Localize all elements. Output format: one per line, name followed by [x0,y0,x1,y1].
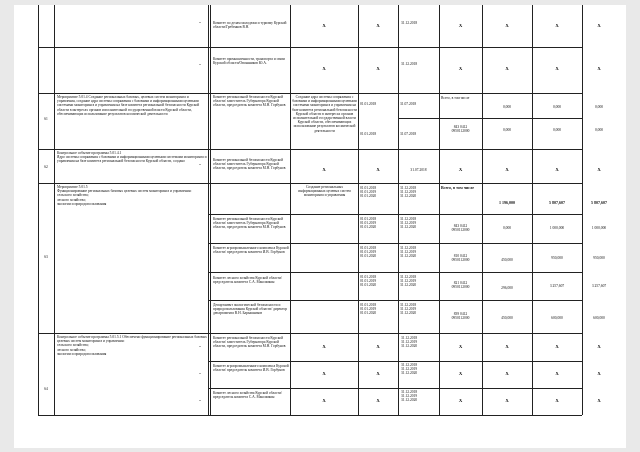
x-mark: X [458,67,463,72]
date-cell: 31.12.2018 31.12.2019 31.12.2020 [401,336,418,349]
x-mark: X [555,372,559,377]
amount-value: 0,000 [502,105,512,109]
executor-cell: Комитет региональной безопасности Курской области/ заместитель Губернатора Курской области, председатель комитета М.Н. Горбунов [213,217,286,230]
bullet: • [199,63,201,67]
activity-name: Мероприятие 5.01.4 Создание региональных базовых, целевых систем мониторинга и управления, создание ядра системы сопряжения с базовыми и информационными целевыми системами мониторинга и управления на базе комитета региональной безопасности Курской области в интересах органов исполнительной государственной власти Курской области, обеспечивающих использование результатов космической деятельности [57,95,200,116]
total-label: Всего, в том числе [441,186,475,190]
x-mark: X [458,345,463,350]
start-date: 01.01.2018 [360,132,377,136]
executor-cell: Комитет региональной безопасности Курской области/ заместитель Губернатора Курской области, председатель комитета М.Н. Горбунов [213,95,286,108]
amount-value: 0,000 [594,105,604,109]
amount-value: 1 000,000 [591,226,607,230]
executor-cell: Комитет агропромышленного комплекса Курской области/ председатель комитета И.В. Горбунов [213,364,289,373]
start-dates: 01.01.2018 01.01.2019 01.01.2020 [360,246,377,259]
executor-cell: Комитет по делам молодежи и туризму Курской области/Гребенков В.Н. [213,21,287,30]
x-mark: X [505,168,509,173]
amount-value: 0,000 [552,105,562,109]
result-cell: Создание ядра системы сопряжения с базовыми и информационными целевыми системами мониторинга и управления на базе комитета региональной безопасности Курской области в интересах органов исполнительной государственной власти Курской области, обеспечивающих использование результатов космической деятельности [292,95,357,133]
kbk-code: 821 0412 0950112000 [451,281,470,290]
start-dates: 01.01.2018 01.01.2019 01.01.2020 [360,217,377,230]
x-mark: X [322,67,326,72]
x-mark: X [322,345,326,350]
x-mark: X [505,24,509,29]
x-mark: X [322,372,326,377]
amount-value: 600,000 [551,316,563,320]
x-mark: X [597,67,601,72]
x-mark: X [505,372,509,377]
row-divider [38,183,582,184]
x-mark: X [376,168,380,173]
date-cell: 31.12.2018 [401,21,418,25]
row-divider [38,93,582,94]
end-date: 31.07.2018 [400,132,417,136]
activity-name: Контрольное событие программы 5.01.5.1 Обеспечено функционирование региональных базовых целевых систем мониторинга и управления: сельского хозяйства; лесного хозяйства; экологии и природопользования [57,335,207,356]
document-page [14,5,626,448]
x-mark: X [597,345,601,350]
x-mark: X [458,24,463,29]
activity-name: Контрольное событие программы 5.01.4.1 Ядро системы сопряжения с базовыми и информационными целевыми системами мониторинга и управления на базе комитета региональной безопасности Курской области, создано [57,151,207,164]
date-cell: 31.12.2018 31.12.2019 31.12.2020 [401,363,418,376]
row-divider [208,243,582,244]
result-cell: Создание региональных информационных целевых систем мониторинга и управления [298,185,351,198]
x-mark: X [505,345,509,350]
row-divider [38,149,582,150]
amount-value: 450,000 [501,316,513,320]
x-mark: X [555,24,559,29]
cell-divider [398,214,582,215]
x-mark: X [597,399,601,404]
end-dates: 31.12.2018 31.12.2019 31.12.2020 [400,275,417,288]
row-divider [208,388,582,389]
kbk-code: 810 0412 0950112000 [451,254,470,263]
kbk-code: 843 0412 0950112000 [451,125,470,134]
x-mark: X [376,24,380,29]
row-number: 62 [44,165,48,169]
row-number: 61 [44,117,48,121]
amount-value: 0,000 [502,226,512,230]
total-label: Всего, в том числе [441,96,470,100]
row-number: 64 [44,387,48,391]
table-bottom [38,415,582,416]
bullet: • [199,372,201,376]
amount-value: 3 257,607 [591,284,607,288]
x-mark: X [458,168,463,173]
x-mark: X [555,399,559,404]
bullet: • [199,345,201,349]
x-mark: X [458,399,463,404]
x-mark: X [458,372,463,377]
x-mark: X [555,345,559,350]
x-mark: X [505,67,509,72]
amount-value: 1 000,000 [549,226,565,230]
cell-divider [398,118,582,119]
activity-name: Мероприятие 5.01.5 Функционирование региональных базовых целевых систем мониторинга и управления: сельского хозяйства; лесного хозяйства; экологии и природопользования [57,185,192,206]
amount-value: 450,000 [501,258,513,262]
amount-value: 296,000 [501,286,513,290]
start-dates: 01.01.2018 01.01.2019 01.01.2020 [360,303,377,316]
amount-value: 950,000 [551,256,563,260]
x-mark: X [322,399,326,404]
date-cell: 31.12.2018 [401,62,418,66]
column-divider [210,5,211,415]
end-dates: 31.12.2018 31.12.2019 31.12.2020 [400,217,417,230]
executor-cell: Департамент экологической безопасности и природопользования Курской области/ директор департамента В.Н. Барышников [213,303,288,316]
end-dates: 31.12.2018 31.12.2019 31.12.2020 [400,186,417,199]
end-date: 31.07.2018 [400,102,417,106]
end-dates: 31.12.2018 31.12.2019 31.12.2020 [400,303,417,316]
kbk-code: 839 0412 0950112000 [451,312,470,321]
x-mark: X [376,399,380,404]
column-divider [38,5,39,415]
row-divider [208,300,582,301]
executor-cell: Комитет агропромышленного комплекса Курской области/ председатель комитета И.В. Горбунов [213,246,289,255]
executor-cell: Комитет лесного хозяйства Курской области/председатель комитета С.А. Максимкин [213,391,282,400]
row-divider [38,47,582,48]
amount-value: 0,000 [594,128,604,132]
total-amount: 5 807,607 [549,201,565,205]
amount-value: 600,000 [593,316,605,320]
x-mark: X [376,372,380,377]
executor-cell: Комитет лесного хозяйства Курской области/председатель комитета С.А. Максимкин [213,276,282,285]
x-mark: X [555,67,559,72]
start-dates: 01.01.2018 01.01.2019 01.01.2020 [360,186,377,199]
x-mark: X [505,399,509,404]
kbk-code: 843 0412 0950112000 [451,224,470,233]
amount-value: 950,000 [593,256,605,260]
executor-cell: Комитет региональной безопасности Курской области/ заместитель Губернатора Курской области, председатель комитета М.Н. Горбунов [213,336,286,349]
x-mark: X [597,24,601,29]
x-mark: X [376,345,380,350]
bullet: • [199,163,201,167]
executor-cell: Комитет промышленности, транспорта и связи Курской области/Овсянников Ю.А. [213,57,285,66]
x-mark: X [322,168,326,173]
x-mark: X [376,67,380,72]
bullet: • [199,399,201,403]
row-number: 63 [44,255,48,259]
amount-value: 0,000 [552,128,562,132]
start-dates: 01.01.2018 01.01.2019 01.01.2020 [360,275,377,288]
end-dates: 31.12.2018 31.12.2019 31.12.2020 [400,246,417,259]
row-divider [38,333,582,334]
row-divider [208,272,582,273]
bullet: • [199,21,201,25]
total-amount: 1 196,000 [499,201,515,205]
column-divider [398,5,399,415]
x-mark: X [597,168,601,173]
amount-value: 0,000 [502,128,512,132]
date-cell: 31.07.2018 [410,168,427,172]
executor-cell: Комитет региональной безопасности Курской области/ заместитель Губернатора Курской области, председатель комитета М.Н. Горбунов [213,158,286,171]
x-mark: X [322,24,326,29]
x-mark: X [555,168,559,173]
start-date: 01.01.2018 [360,102,377,106]
column-divider [54,5,55,415]
x-mark: X [597,372,601,377]
amount-value: 3 257,607 [549,284,565,288]
column-divider [208,5,209,415]
date-cell: 31.12.2018 31.12.2019 31.12.2020 [401,390,418,403]
row-divider [208,361,582,362]
total-amount: 5 807,607 [591,201,607,205]
